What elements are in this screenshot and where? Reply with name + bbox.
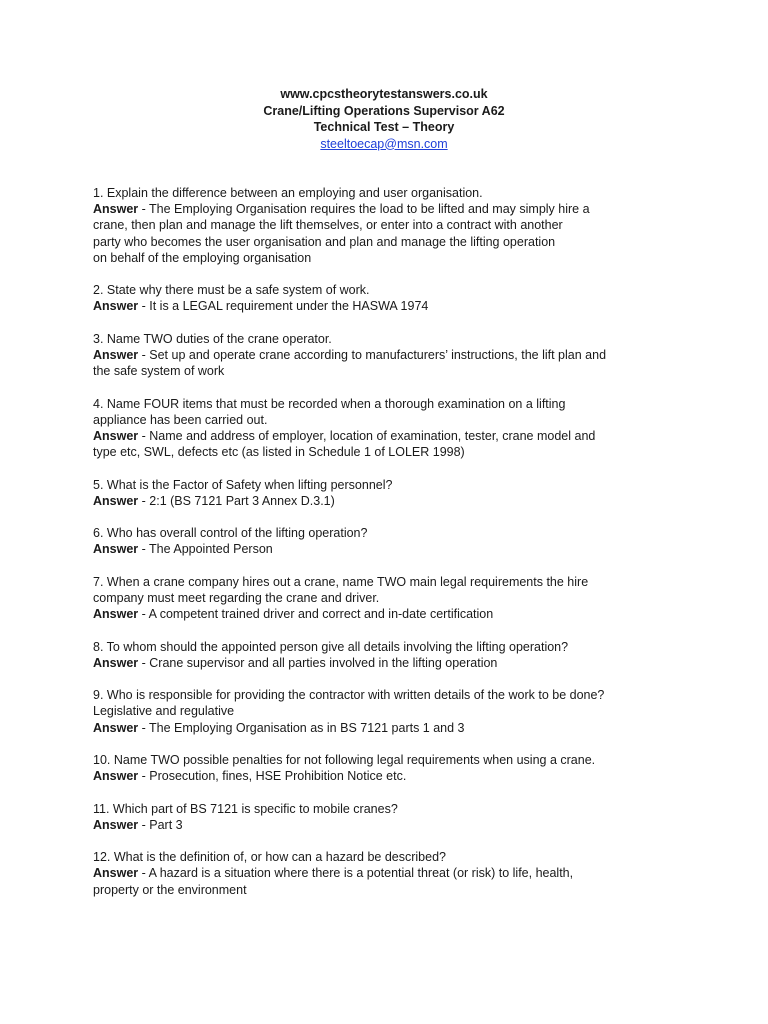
answer-text <box>93 606 713 622</box>
answer-body: - The Employing Organisation as in BS 7121 parts 1 and 3 <box>138 720 465 735</box>
email-link[interactable]: steeltoecap@msn.com <box>320 136 448 151</box>
answer-body: - Prosecution, fines, HSE Prohibition Notice etc. <box>138 769 407 784</box>
answer-text <box>93 428 713 460</box>
question-text: 5. What is the Factor of Safety when lifting personnel? <box>93 477 393 492</box>
qa-item-12 <box>93 849 713 898</box>
answer-body: - Part 3 <box>138 817 183 832</box>
qa-item-1 <box>93 185 713 266</box>
answer-text <box>93 298 713 314</box>
answer-body: - Set up and operate crane according to manufacturers’ instructions, the lift plan and the safe system of work <box>93 348 607 379</box>
answer-body: - The Employing Organisation requires the load to be lifted and may simply hire a crane, then plan and manage the lift themselves, or enter into a contract with another party who becomes the user organisation and plan and manage the lifting operation on behalf of the employing organisation <box>93 202 590 265</box>
qa-item-4 <box>93 396 713 461</box>
website-title: www.cpcstheorytestanswers.co.uk <box>280 87 488 101</box>
answer-text <box>93 768 713 784</box>
answer-label: Answer <box>93 348 139 362</box>
answer-body: - Name and address of employer, location of examination, tester, crane model and type etc, SWL, defects etc (as listed in Schedule 1 of LOLER 1998) <box>93 429 596 460</box>
answer-label: Answer <box>93 817 139 832</box>
question-text: 4. Name FOUR items that must be recorded when a thorough examination on a lifting appliance has been carried out. <box>93 396 566 427</box>
qa-item-8 <box>93 639 713 671</box>
answer-body: - It is a LEGAL requirement under the HASWA 1974 <box>138 299 429 314</box>
answer-text <box>93 201 713 266</box>
answer-body: - 2:1 (BS 7121 Part 3 Annex D.3.1) <box>138 493 335 508</box>
test-title: Technical Test – Theory <box>313 120 455 134</box>
question-text: 1. Explain the difference between an employing and user organisation. <box>93 186 483 200</box>
answer-label: Answer <box>93 542 139 557</box>
qa-item-11 <box>93 801 713 833</box>
qa-item-9 <box>93 687 713 736</box>
answer-body: - Crane supervisor and all parties involved in the lifting operation <box>138 655 498 670</box>
question-text: 6. Who has overall control of the lifting operation? <box>93 526 368 541</box>
question-text: 9. Who is responsible for providing the contractor with written details of the work to be done? Legislative and regulative <box>93 688 605 719</box>
answer-text <box>93 347 713 379</box>
course-title: Crane/Lifting Operations Supervisor A62 <box>263 103 505 118</box>
qa-item-6 <box>93 525 713 557</box>
answer-text <box>93 655 713 671</box>
document-header <box>0 86 768 152</box>
qa-item-5 <box>93 477 713 509</box>
qa-item-10 <box>93 752 713 784</box>
answer-label: Answer <box>93 866 139 881</box>
question-text: 10. Name TWO possible penalties for not following legal requirements when using a crane. <box>93 752 596 767</box>
answer-text <box>93 817 713 833</box>
answer-text <box>93 720 713 736</box>
answer-label: Answer <box>93 607 139 622</box>
answer-label: Answer <box>93 429 139 443</box>
question-text: 12. What is the definition of, or how can a hazard be described? <box>93 850 446 865</box>
answer-label: Answer <box>93 720 139 735</box>
qa-item-2 <box>93 282 713 314</box>
answer-text <box>93 865 713 897</box>
question-text: 2. State why there must be a safe system of work. <box>93 283 370 298</box>
answer-label: Answer <box>93 202 139 217</box>
qa-item-7 <box>93 574 713 623</box>
answer-label: Answer <box>93 655 139 670</box>
answer-body: - A hazard is a situation where there is a potential threat (or risk) to life, health, property or the environment <box>93 866 574 897</box>
answer-label: Answer <box>93 769 139 784</box>
question-text: 8. To whom should the appointed person give all details involving the lifting operation? <box>93 639 569 654</box>
answer-text <box>93 493 713 509</box>
question-text: 7. When a crane company hires out a crane, name TWO main legal requirements the hire company must meet regarding the crane and driver. <box>93 574 589 605</box>
question-text: 3. Name TWO duties of the crane operator. <box>93 331 332 346</box>
question-list <box>93 185 713 914</box>
answer-body: - A competent trained driver and correct and in-date certification <box>138 607 494 622</box>
answer-body: - The Appointed Person <box>138 542 273 557</box>
answer-label: Answer <box>93 299 139 314</box>
answer-label: Answer <box>93 493 139 508</box>
answer-text <box>93 541 713 557</box>
question-text: 11. Which part of BS 7121 is specific to mobile cranes? <box>93 801 398 816</box>
qa-item-3 <box>93 331 713 380</box>
